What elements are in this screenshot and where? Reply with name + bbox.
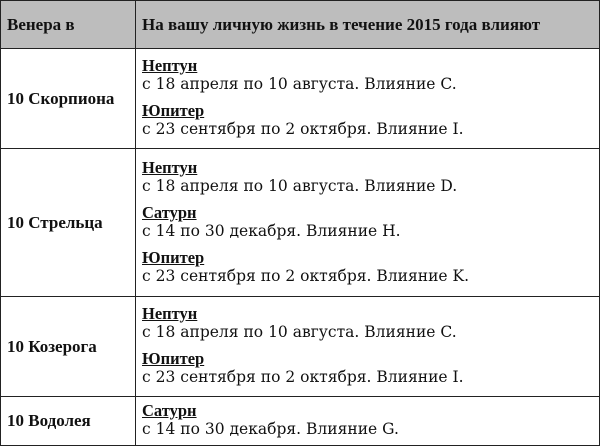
planet-name: Нептун xyxy=(142,304,198,323)
influence-period: с 18 апреля по 10 августа. Влияние D. xyxy=(142,176,458,195)
influence-period: с 23 сентября по 2 октября. Влияние I. xyxy=(142,120,464,138)
table-row xyxy=(1,49,600,149)
header-venus-in: Венера в xyxy=(1,1,136,49)
planet-name: Нептун xyxy=(142,157,198,177)
sign-cell: 10 Стрельца xyxy=(1,149,136,297)
table-row xyxy=(1,397,600,446)
influences-cell xyxy=(136,49,600,149)
influence-period: с 23 сентября по 2 октября. Влияние I. xyxy=(142,368,464,386)
influences-cell xyxy=(136,397,600,446)
sign-cell: 10 Скорпиона xyxy=(1,49,136,149)
influences-cell xyxy=(136,297,600,397)
influence-entry xyxy=(142,304,593,342)
influence-period: с 18 апреля по 10 августа. Влияние C. xyxy=(142,323,457,341)
planet-name: Нептун xyxy=(142,56,198,75)
header-row xyxy=(1,1,600,49)
planet-name: Юпитер xyxy=(142,101,205,120)
influence-entry xyxy=(142,349,593,387)
influences-cell xyxy=(136,149,600,297)
planet-name: Сатурн xyxy=(142,202,197,222)
influence-period: с 14 по 30 декабря. Влияние G. xyxy=(142,420,399,438)
header-influences: На вашу личную жизнь в течение 2015 года влияют xyxy=(136,1,600,49)
table-row xyxy=(1,149,600,297)
influence-period: с 23 сентября по 2 октября. Влияние K. xyxy=(142,266,470,285)
planet-name: Сатурн xyxy=(142,401,197,420)
sign-cell: 10 Водолея xyxy=(1,397,136,446)
influence-entry xyxy=(142,248,593,286)
influence-period: с 18 апреля по 10 августа. Влияние C. xyxy=(142,75,457,93)
influence-entry xyxy=(142,401,593,439)
planet-name: Юпитер xyxy=(142,247,205,267)
influence-entry xyxy=(142,101,593,139)
influence-entry xyxy=(142,203,593,241)
influence-entry xyxy=(142,56,593,94)
planet-name: Юпитер xyxy=(142,349,205,368)
influence-entry xyxy=(142,158,593,196)
sign-cell: 10 Козерога xyxy=(1,297,136,397)
table-row xyxy=(1,297,600,397)
influence-period: с 14 по 30 декабря. Влияние H. xyxy=(142,221,401,240)
